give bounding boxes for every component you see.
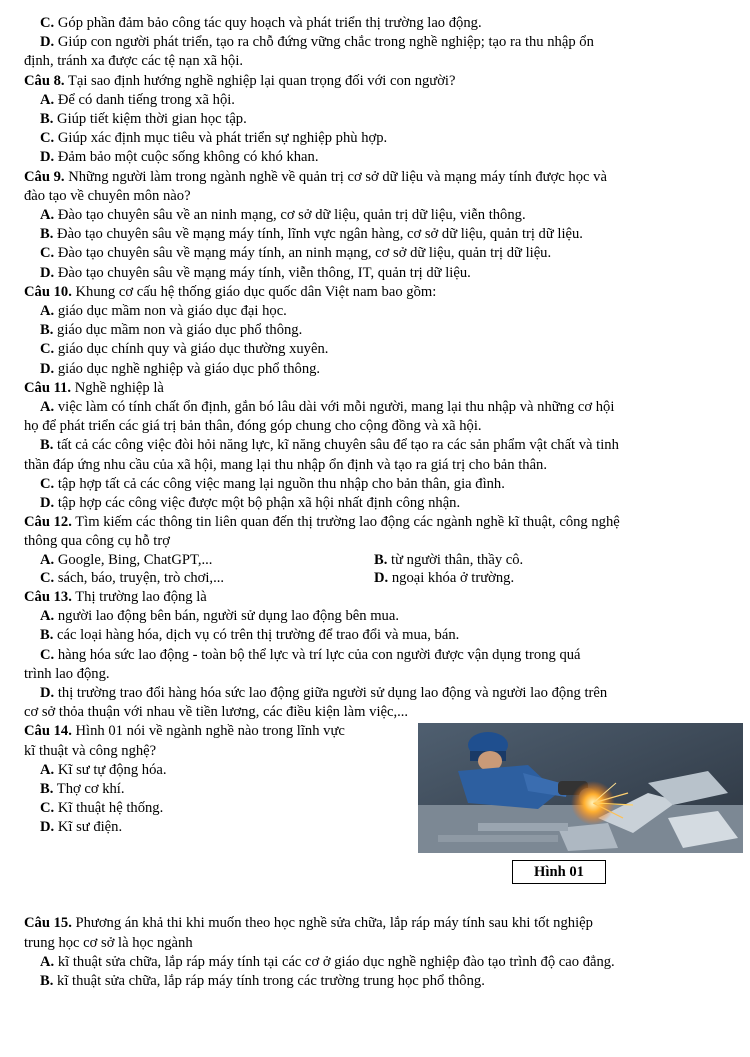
q13-option-a: A. người lao động bên bán, người sử dụng lao động bên mua. bbox=[40, 608, 399, 625]
q11-option-a-continuation: họ để phát triển các giá trị bản thân, đóng góp chung cho cộng đồng và xã hội. bbox=[24, 418, 482, 435]
q10-option-c: C. giáo dục chính quy và giáo dục thường xuyên. bbox=[40, 341, 329, 358]
question-10: Câu 10. Khung cơ cấu hệ thống giáo dục quốc dân Việt nam bao gồm: bbox=[24, 283, 437, 300]
q12-option-b: B. từ người thân, thầy cô. bbox=[374, 551, 524, 568]
q8-option-c: C. Giúp xác định mục tiêu và phát triển sự nghiệp phù hợp. bbox=[40, 130, 388, 147]
q11-option-c: C. tập hợp tất cả các công việc mang lại nguồn thu nhập cho bản thân, gia đình. bbox=[40, 475, 505, 492]
question-14-text bbox=[24, 722, 424, 837]
q10-option-b: B. giáo dục mầm non và giáo dục phổ thông. bbox=[40, 322, 303, 339]
q12-option-d: D. ngoại khóa ở trường. bbox=[374, 569, 515, 586]
question-12-continuation: thông qua công cụ hỗ trợ bbox=[24, 533, 170, 550]
q12-options-row-1 bbox=[24, 552, 724, 569]
q8-option-d: D. Đảm bảo một cuộc sống không có khó khan. bbox=[40, 149, 319, 166]
q11-option-a: A. việc làm có tính chất ổn định, gắn bó lâu dài với mỗi người, mang lại thu nhập và những cơ hội bbox=[40, 399, 615, 416]
option-d: D. Giúp con người phát triển, tạo ra chỗ đứng vững chắc trong nghề nghiệp; tạo ra thu nhập ổn bbox=[40, 34, 594, 51]
q9-option-c: C. Đào tạo chuyên sâu về mạng máy tính, an ninh mạng, cơ sở dữ liệu, quản trị dữ liệu. bbox=[40, 245, 552, 262]
question-11: Câu 11. Nghề nghiệp là bbox=[24, 379, 164, 396]
q10-option-d: D. giáo dục nghề nghiệp và giáo dục phổ thông. bbox=[40, 360, 321, 377]
q11-option-b-continuation: thần đáp ứng nhu cầu của xã hội, mang lại thu nhập ổn định và tạo ra giá trị cho bản thân. bbox=[24, 456, 548, 473]
q11-option-b: B. tất cả các công việc đòi hỏi năng lực, kĩ năng chuyên sâu để tạo ra các sản phẩm vật chất và tinh bbox=[40, 437, 619, 454]
q9-option-b: B. Đào tạo chuyên sâu về mạng máy tính, lĩnh vực ngân hàng, cơ sở dữ liệu, quản trị dữ liệu. bbox=[40, 226, 583, 243]
worker-grinding-photo bbox=[418, 723, 743, 853]
question-15-continuation: trung học cơ sở là học ngành bbox=[24, 934, 193, 951]
question-15: Câu 15. Phương án khả thi khi muốn theo học nghề sửa chữa, lắp ráp máy tính sau khi tốt nghiệp bbox=[24, 915, 593, 932]
q9-option-a: A. Đào tạo chuyên sâu về an ninh mạng, cơ sở dữ liệu, quản trị dữ liệu, viễn thông. bbox=[40, 207, 526, 224]
question-8: Câu 8. Tại sao định hướng nghề nghiệp lại quan trọng đối với con người? bbox=[24, 72, 456, 89]
question-12: Câu 12. Tìm kiếm các thông tin liên quan đến thị trường lao động các ngành nghề kĩ thuật, công nghệ bbox=[24, 514, 620, 531]
q12-option-a: A. Google, Bing, ChatGPT,... bbox=[40, 551, 213, 568]
q13-option-d-continuation: cơ sở thỏa thuận với nhau về tiền lương, các điều kiện làm việc,... bbox=[24, 704, 409, 721]
exam-page bbox=[24, 14, 724, 991]
q9-option-d: D. Đào tạo chuyên sâu về mạng máy tính, viễn thông, IT, quản trị dữ liệu. bbox=[40, 264, 471, 281]
q12-options-row-2 bbox=[24, 569, 724, 588]
question-14: Câu 14. Hình 01 nói về ngành nghề nào trong lĩnh vực bbox=[24, 723, 345, 740]
q12-option-c: C. sách, báo, truyện, trò chơi,... bbox=[40, 569, 225, 586]
q8-option-a: A. Để có danh tiếng trong xã hội. bbox=[40, 91, 235, 108]
q15-option-a: A. kĩ thuật sửa chữa, lắp ráp máy tính tại các cơ ở giáo dục nghề nghiệp đào tạo trình độ cao đẳng. bbox=[40, 953, 615, 970]
q15-option-b: B. kĩ thuật sửa chữa, lắp ráp máy tính trong các trường trung học phổ thông. bbox=[40, 972, 485, 989]
figure-caption: Hình 01 bbox=[512, 860, 606, 884]
question-9: Câu 9. Những người làm trong ngành nghề về quản trị cơ sở dữ liệu và mạng máy tính được học và bbox=[24, 168, 607, 185]
q14-option-d: D. Kĩ sư điện. bbox=[40, 819, 123, 836]
q13-option-d: D. thị trường trao đổi hàng hóa sức lao động giữa người sử dụng lao động và người lao động trên bbox=[40, 684, 608, 701]
option-d-continuation: định, tránh xa được các tệ nạn xã hội. bbox=[24, 53, 244, 70]
worker-grinding-illustration bbox=[418, 723, 743, 853]
q13-option-c: C. hàng hóa sức lao động - toàn bộ thể lực và trí lực của con người được vận dụng trong quá bbox=[40, 646, 581, 663]
q14-option-c: C. Kĩ thuật hệ thống. bbox=[40, 800, 164, 817]
spacer bbox=[24, 882, 724, 914]
q8-option-b: B. Giúp tiết kiệm thời gian học tập. bbox=[40, 111, 247, 128]
question-9-continuation: đào tạo về chuyên môn nào? bbox=[24, 187, 191, 204]
q14-option-a: A. Kĩ sư tự động hóa. bbox=[40, 761, 167, 778]
question-13: Câu 13. Thị trường lao động là bbox=[24, 588, 207, 605]
question-14-continuation: kĩ thuật và công nghệ? bbox=[24, 742, 157, 759]
question-14-block bbox=[24, 722, 724, 882]
q11-option-d: D. tập hợp các công việc được một bộ phận xã hội nhất định công nhận. bbox=[40, 495, 461, 512]
option-c: C. Góp phần đảm bảo công tác quy hoạch và phát triển thị trường lao động. bbox=[40, 15, 482, 31]
q10-option-a: A. giáo dục mầm non và giáo dục đại học. bbox=[40, 303, 287, 320]
q13-option-c-continuation: trình lao động. bbox=[24, 665, 110, 682]
q13-option-b: B. các loại hàng hóa, dịch vụ có trên thị trường để trao đổi và mua, bán. bbox=[40, 627, 460, 644]
q14-option-b: B. Thợ cơ khí. bbox=[40, 780, 125, 797]
